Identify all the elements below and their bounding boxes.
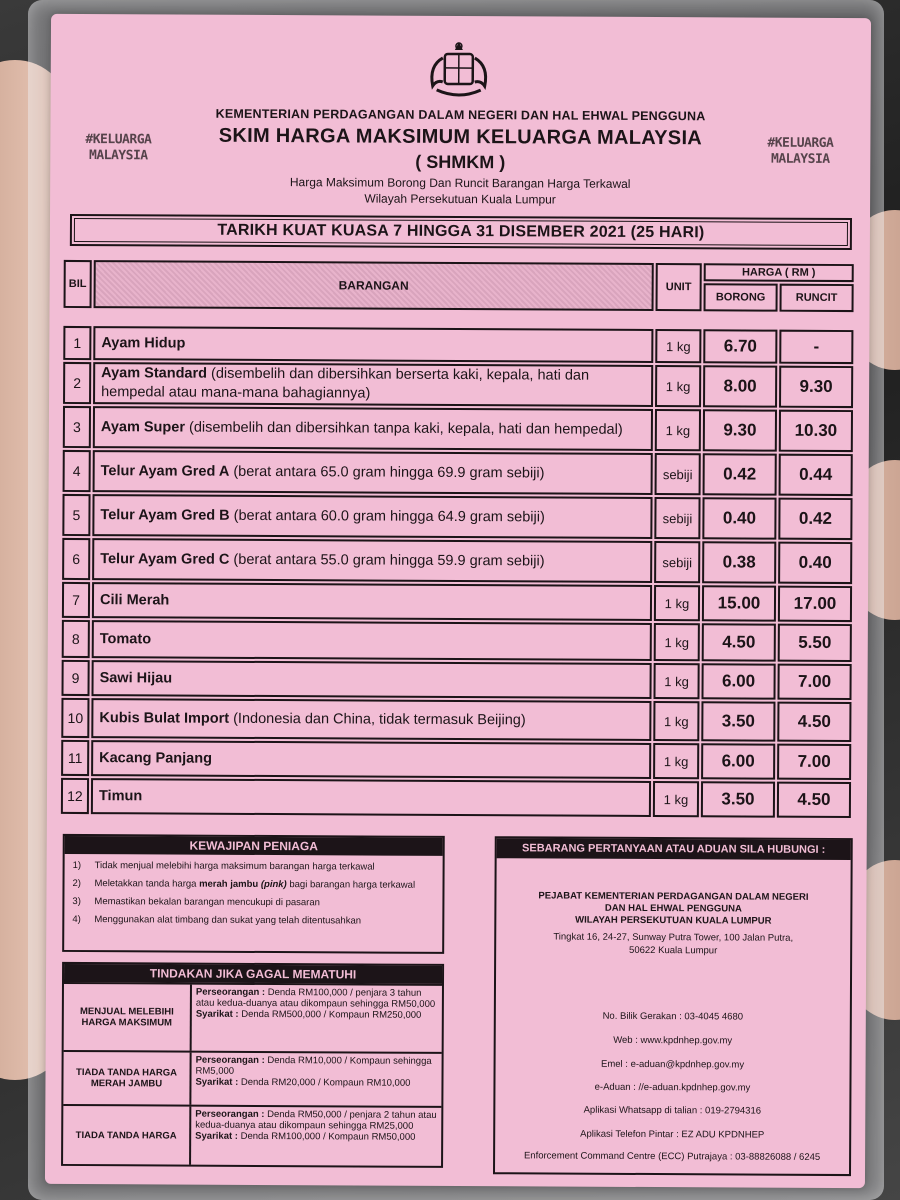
stamp-keluarga-malaysia-right: #KELUARGA MALAYSIA (767, 135, 834, 167)
obligations-list (64, 854, 442, 940)
unit-cell: 1 kg (655, 329, 701, 363)
item-description (101, 334, 185, 353)
penalty-offence: MENJUAL MELEBIHI HARGA MAKSIMUM (64, 984, 192, 1051)
header-price-group (704, 263, 854, 312)
price-card (45, 14, 871, 1188)
scheme-title: SKIM HARGA MAKSIMUM KELUARGA MALAYSIA (218, 124, 703, 150)
contact-address-line: Tingkat 16, 24-27, Sunway Putra Tower, 100 Jalan Putra, (553, 931, 794, 944)
item-name: Timun (98, 787, 143, 804)
item-cell (91, 660, 651, 699)
item-name: Kubis Bulat Import (99, 709, 230, 727)
item-description (101, 462, 545, 483)
unit-cell: 1 kg (653, 743, 699, 779)
item-description (100, 506, 544, 527)
price-table (64, 260, 858, 809)
item-description (101, 418, 623, 440)
wholesale-cell: 6.00 (701, 663, 775, 699)
item-name: Ayam Hidup (101, 334, 186, 352)
item-description (100, 550, 544, 571)
retail-cell: 0.42 (778, 498, 852, 540)
no-cell: 6 (62, 538, 90, 580)
item-name: Sawi Hijau (99, 669, 173, 687)
obligation-text: Memastikan bekalan barangan mencukupi di pasaran (94, 896, 320, 909)
unit-cell: 1 kg (653, 663, 699, 699)
item-cell (91, 778, 651, 817)
table-row (62, 538, 856, 584)
item-cell (91, 740, 651, 779)
item-cell (92, 582, 652, 621)
contact-office-line: PEJABAT KEMENTERIAN PERDAGANGAN DALAM NEGERI (538, 890, 809, 903)
no-cell: 2 (63, 362, 91, 404)
contact-phone: No. Bilik Gerakan : 03-4045 4680 (602, 1010, 744, 1023)
retail-cell: 4.50 (777, 702, 851, 742)
wholesale-cell: 3.50 (701, 701, 775, 741)
contact-title: SEBARANG PERTANYAAN ATAU ADUAN SILA HUBUNGI : (497, 838, 851, 860)
penalty-text: Perseorangan : Denda RM100,000 / penjara 3 tahun atau kedua-duanya atau dikompaun sehingga RM50,000 Syarikat : Denda RM500,000 / Kompaun RM250,000 (195, 986, 436, 1021)
stamp-keluarga-malaysia-left: #KELUARGA MALAYSIA (85, 132, 152, 164)
retail-cell: 7.00 (777, 664, 851, 700)
retail-cell: 10.30 (779, 410, 853, 452)
retail-cell: 9.30 (779, 366, 853, 408)
obligation-number: 4) (72, 913, 81, 926)
obligation-text: Menggunakan alat timbang dan sukat yang telah ditentusahkan (94, 914, 362, 927)
obligation-number: 3) (72, 895, 81, 908)
item-description (100, 669, 173, 688)
item-name: Tomato (99, 630, 152, 647)
no-cell: 10 (61, 698, 89, 738)
scheme-description: Harga Maksimum Borong Dan Runcit Barangan Harga Terkawal (289, 175, 631, 191)
no-cell: 1 (63, 326, 91, 360)
contact-eaduan: e-Aduan : //e-aduan.kpdnhep.gov.my (594, 1081, 751, 1094)
retail-cell: 0.44 (779, 454, 853, 496)
obligation-text: Tidak menjual melebihi harga maksimum barangan harga terkawal (94, 860, 375, 873)
item-description (100, 591, 169, 610)
table-row (61, 698, 855, 742)
contact-office-line: DAN HAL EHWAL PENGGUNA (604, 902, 742, 915)
item-cell (93, 450, 653, 495)
item-description (99, 749, 212, 769)
no-cell: 8 (62, 620, 90, 658)
header-item: BARANGAN (94, 260, 654, 311)
item-name: Telur Ayam Gred C (100, 550, 230, 568)
table-row (62, 582, 856, 622)
table-row (62, 494, 856, 540)
item-cell (91, 698, 651, 741)
scheme-abbreviation: ( SHMKM ) (415, 151, 506, 173)
retail-cell: 4.50 (777, 782, 851, 818)
header-no: BIL (64, 260, 92, 308)
unit-cell: 1 kg (653, 781, 699, 817)
table-row (61, 660, 855, 700)
item-cell (93, 362, 653, 407)
contact-app: Aplikasi Telefon Pintar : EZ ADU KPDNHEP (580, 1128, 765, 1141)
contact-web: Web : www.kpdnhep.gov.my (613, 1034, 733, 1047)
ministry-name: KEMENTERIAN PERDAGANGAN DALAM NEGERI DAN HAL EHWAL PENGGUNA (215, 106, 706, 124)
unit-cell: 1 kg (653, 701, 699, 741)
penalty-offence: TIADA TANDA HARGA MERAH JAMBU (63, 1052, 191, 1105)
unit-cell: 1 kg (655, 365, 701, 407)
no-cell: 3 (63, 406, 91, 448)
item-name: Telur Ayam Gred A (100, 462, 230, 480)
retail-cell: 0.40 (778, 542, 852, 584)
no-cell: 12 (61, 778, 89, 814)
retail-cell: 5.50 (778, 624, 852, 662)
penalties-box (61, 962, 444, 1168)
header-unit: UNIT (656, 263, 702, 311)
wholesale-cell: 0.40 (702, 497, 776, 539)
header-price: HARGA ( RM ) (704, 263, 854, 282)
penalty-text: Perseorangan : Denda RM50,000 / penjara 2 tahun atau kedua-duanya atau dikompaun sehingga RM25,000 Syarikat : Denda RM100,000 / Kompaun RM50,000 (195, 1108, 437, 1143)
item-description (100, 630, 151, 649)
item-name: Kacang Panjang (99, 749, 213, 767)
item-detail: (berat antara 60.0 gram hingga 64.9 gram sebiji) (229, 507, 545, 525)
item-cell (92, 494, 652, 539)
retail-cell: 7.00 (777, 744, 851, 780)
item-name: Cili Merah (99, 591, 170, 608)
obligations-title: KEWAJIPAN PENIAGA (65, 836, 443, 856)
penalty-row (63, 1050, 441, 1106)
retail-cell: 17.00 (778, 586, 852, 622)
item-cell (93, 326, 653, 363)
item-description (99, 709, 525, 730)
no-cell: 4 (63, 450, 91, 492)
item-detail: (disembelih dan dibersihkan berserta kaki, kepala, hati dan hempedal atau mana-mana bahagiannya) (101, 365, 590, 402)
header-wholesale: BORONG (704, 283, 778, 311)
item-cell (92, 620, 652, 661)
obligation-number: 1) (72, 859, 82, 872)
coat-of-arms-icon (419, 38, 499, 102)
item-detail: (disembelih dan dibersihkan tanpa kaki, kepala, hati dan hempedal) (184, 419, 623, 438)
contact-ecc: Enforcement Command Centre (ECC) Putrajaya : 03-88826088 / 6245 (523, 1150, 821, 1163)
table-row (61, 740, 855, 780)
wholesale-cell: 6.70 (703, 329, 777, 363)
item-name: Telur Ayam Gred B (100, 506, 230, 524)
unit-cell: sebiji (654, 497, 700, 539)
contact-email: Emel : e-aduan@kpdnhep.gov.my (601, 1058, 745, 1071)
table-row (61, 778, 855, 818)
item-detail: (berat antara 55.0 gram hingga 59.9 gram sebiji) (229, 551, 545, 569)
obligations-box (62, 834, 445, 954)
penalty-text: Perseorangan : Denda RM10,000 / Kompaun sehingga RM5,000 Syarikat : Denda RM20,000 / Kompaun RM10,000 (195, 1054, 432, 1089)
item-cell (92, 538, 652, 583)
unit-cell: sebiji (655, 453, 701, 495)
item-detail: (Indonesia dan China, tidak termasuk Beijing) (229, 710, 526, 728)
table-row (63, 450, 857, 496)
contact-office-line: WILAYAH PERSEKUTUAN KUALA LUMPUR (575, 914, 772, 927)
wholesale-cell: 3.50 (701, 781, 775, 817)
penalty-row (64, 982, 442, 1052)
scheme-region: Wilayah Persekutuan Kuala Lumpur (364, 191, 556, 207)
contact-box (493, 836, 853, 1176)
contact-address-line: 50622 Kuala Lumpur (629, 944, 718, 957)
item-description (99, 787, 142, 806)
no-cell: 5 (62, 494, 90, 536)
effective-period-banner (70, 214, 852, 250)
table-row (62, 620, 856, 662)
obligation-text: Meletakkan tanda harga merah jambu (pink) bagi barangan harga terkawal (94, 878, 416, 891)
obligation-item (72, 914, 434, 927)
item-name: Ayam Standard (101, 365, 208, 382)
penalty-row (63, 1104, 441, 1166)
no-cell: 7 (62, 582, 90, 618)
retail-cell: - (779, 330, 853, 364)
contact-whatsapp: Aplikasi Whatsapp di talian : 019-2794316 (583, 1104, 762, 1117)
header-retail: RUNCIT (780, 284, 854, 312)
contact-address (502, 930, 844, 958)
penalties-title: TINDAKAN JIKA GAGAL MEMATUHI (64, 964, 442, 984)
penalty-offence: TIADA TANDA HARGA (63, 1106, 191, 1165)
contact-office (502, 890, 844, 928)
item-name: Ayam Super (100, 418, 186, 436)
wholesale-cell: 6.00 (701, 743, 775, 779)
item-description (101, 364, 651, 405)
item-detail: (berat antara 65.0 gram hingga 69.9 gram sebiji) (229, 463, 545, 481)
obligation-number: 2) (72, 877, 81, 890)
no-cell: 9 (61, 660, 89, 696)
table-row (63, 406, 857, 452)
unit-cell: 1 kg (655, 409, 701, 451)
table-row (63, 362, 857, 408)
unit-cell: 1 kg (654, 623, 700, 661)
effective-period-text: TARIKH KUAT KUASA 7 HINGGA 31 DISEMBER 2021 (25 HARI) (217, 221, 705, 242)
obligation-item (72, 896, 434, 909)
wholesale-cell: 8.00 (703, 365, 777, 407)
table-row (63, 326, 857, 364)
wholesale-cell: 0.38 (702, 541, 776, 583)
item-cell (93, 406, 653, 451)
wholesale-cell: 4.50 (702, 623, 776, 661)
unit-cell: 1 kg (654, 585, 700, 621)
no-cell: 11 (61, 740, 89, 776)
obligation-item (73, 860, 435, 873)
unit-cell: sebiji (654, 541, 700, 583)
wholesale-cell: 0.42 (703, 453, 777, 495)
obligation-item (72, 878, 434, 891)
wholesale-cell: 15.00 (702, 585, 776, 621)
wholesale-cell: 9.30 (703, 409, 777, 451)
